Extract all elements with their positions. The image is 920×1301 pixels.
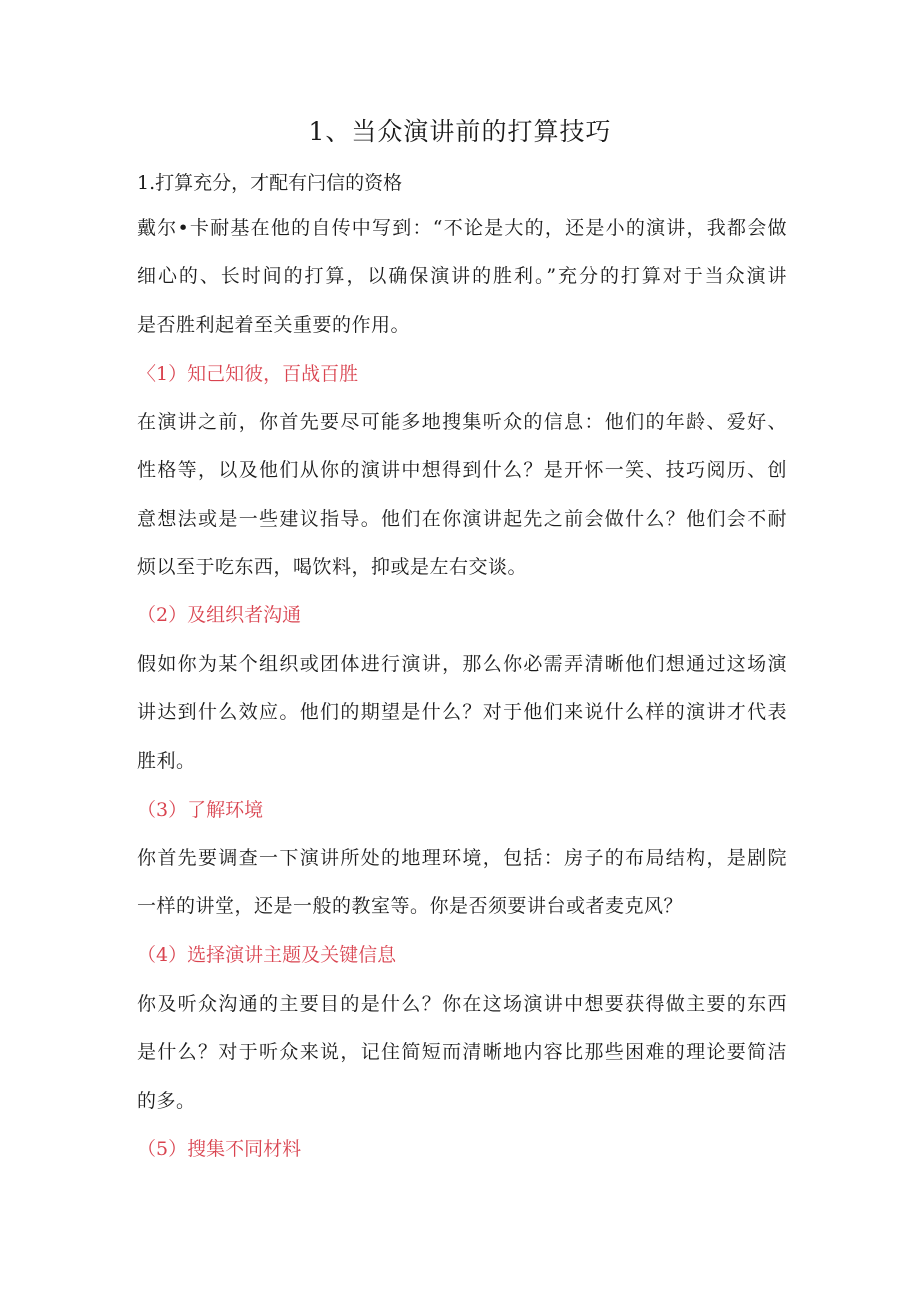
paragraph-environment xyxy=(137,834,787,931)
paragraph-line: 细心的、长时间的打算，以确保演讲的胜利。”充分的打算对于当众演讲 xyxy=(137,265,787,288)
section-heading: 1.打算充分，才配有闩信的资格 xyxy=(137,172,403,194)
paragraph-audience xyxy=(137,398,787,592)
document-title: 1、当众演讲前的打算技巧 xyxy=(308,117,612,146)
paragraph-line: 是否胜利起着至关重要的作用。 xyxy=(137,313,411,336)
paragraph-line: 一样的讲堂，还是一般的教室等。你是否须要讲台或者麦克风？ xyxy=(137,895,684,918)
subheading-organizer: （2）及组织者沟通 xyxy=(137,604,302,626)
paragraph-line: 你首先要调查一下演讲所处的地理环境，包括：房子的布局结构，是剧院 xyxy=(137,847,787,869)
paragraph-line: 烦以至于吃东西，喝饮料，抑或是左右交谈。 xyxy=(137,556,528,579)
paragraph-line: 讲达到什么效应。他们的期望是什么？对于他们来说什么样的演讲才代表 xyxy=(137,701,787,724)
paragraph-line: 你及听众沟通的主要目的是什么？你在这场演讲中想要获得做主要的东西 xyxy=(137,993,787,1015)
subheading-environment: （3）了解环境 xyxy=(137,799,264,821)
paragraph-line: 在演讲之前，你首先要尽可能多地搜集听众的信息：他们的年龄、爱好、 xyxy=(137,411,787,433)
paragraph-organizer xyxy=(137,640,787,785)
paragraph-line: 的多。 xyxy=(137,1089,196,1112)
paragraph-topic xyxy=(137,980,787,1125)
subheading-know-audience: 〈1）知己知彼，百战百胜 xyxy=(137,363,359,385)
paragraph-line: 假如你为某个组织或团体进行演讲，那么你必需弄清晰他们想通过这场演 xyxy=(137,653,787,675)
paragraph-line: 意想法或是一些建议指导。他们在你演讲起先之前会做什么？他们会不耐 xyxy=(137,507,787,530)
paragraph-line: 性格等，以及他们从你的演讲中想得到什么？是开怀一笑、技巧阅历、创 xyxy=(137,459,787,482)
subheading-topic: （4）选择演讲主题及关键信息 xyxy=(137,944,397,966)
paragraph-intro xyxy=(137,204,787,349)
paragraph-line: 胜利。 xyxy=(137,749,196,772)
paragraph-line: 戴尔•卡耐基在他的自传中写到：“不论是大的，还是小的演讲，我都会做 xyxy=(137,217,787,239)
subheading-materials: （5）搜集不同材料 xyxy=(137,1138,302,1160)
paragraph-line: 是什么？对于听众来说，记住简短而清晰地内容比那些困难的理论要简洁 xyxy=(137,1041,787,1064)
